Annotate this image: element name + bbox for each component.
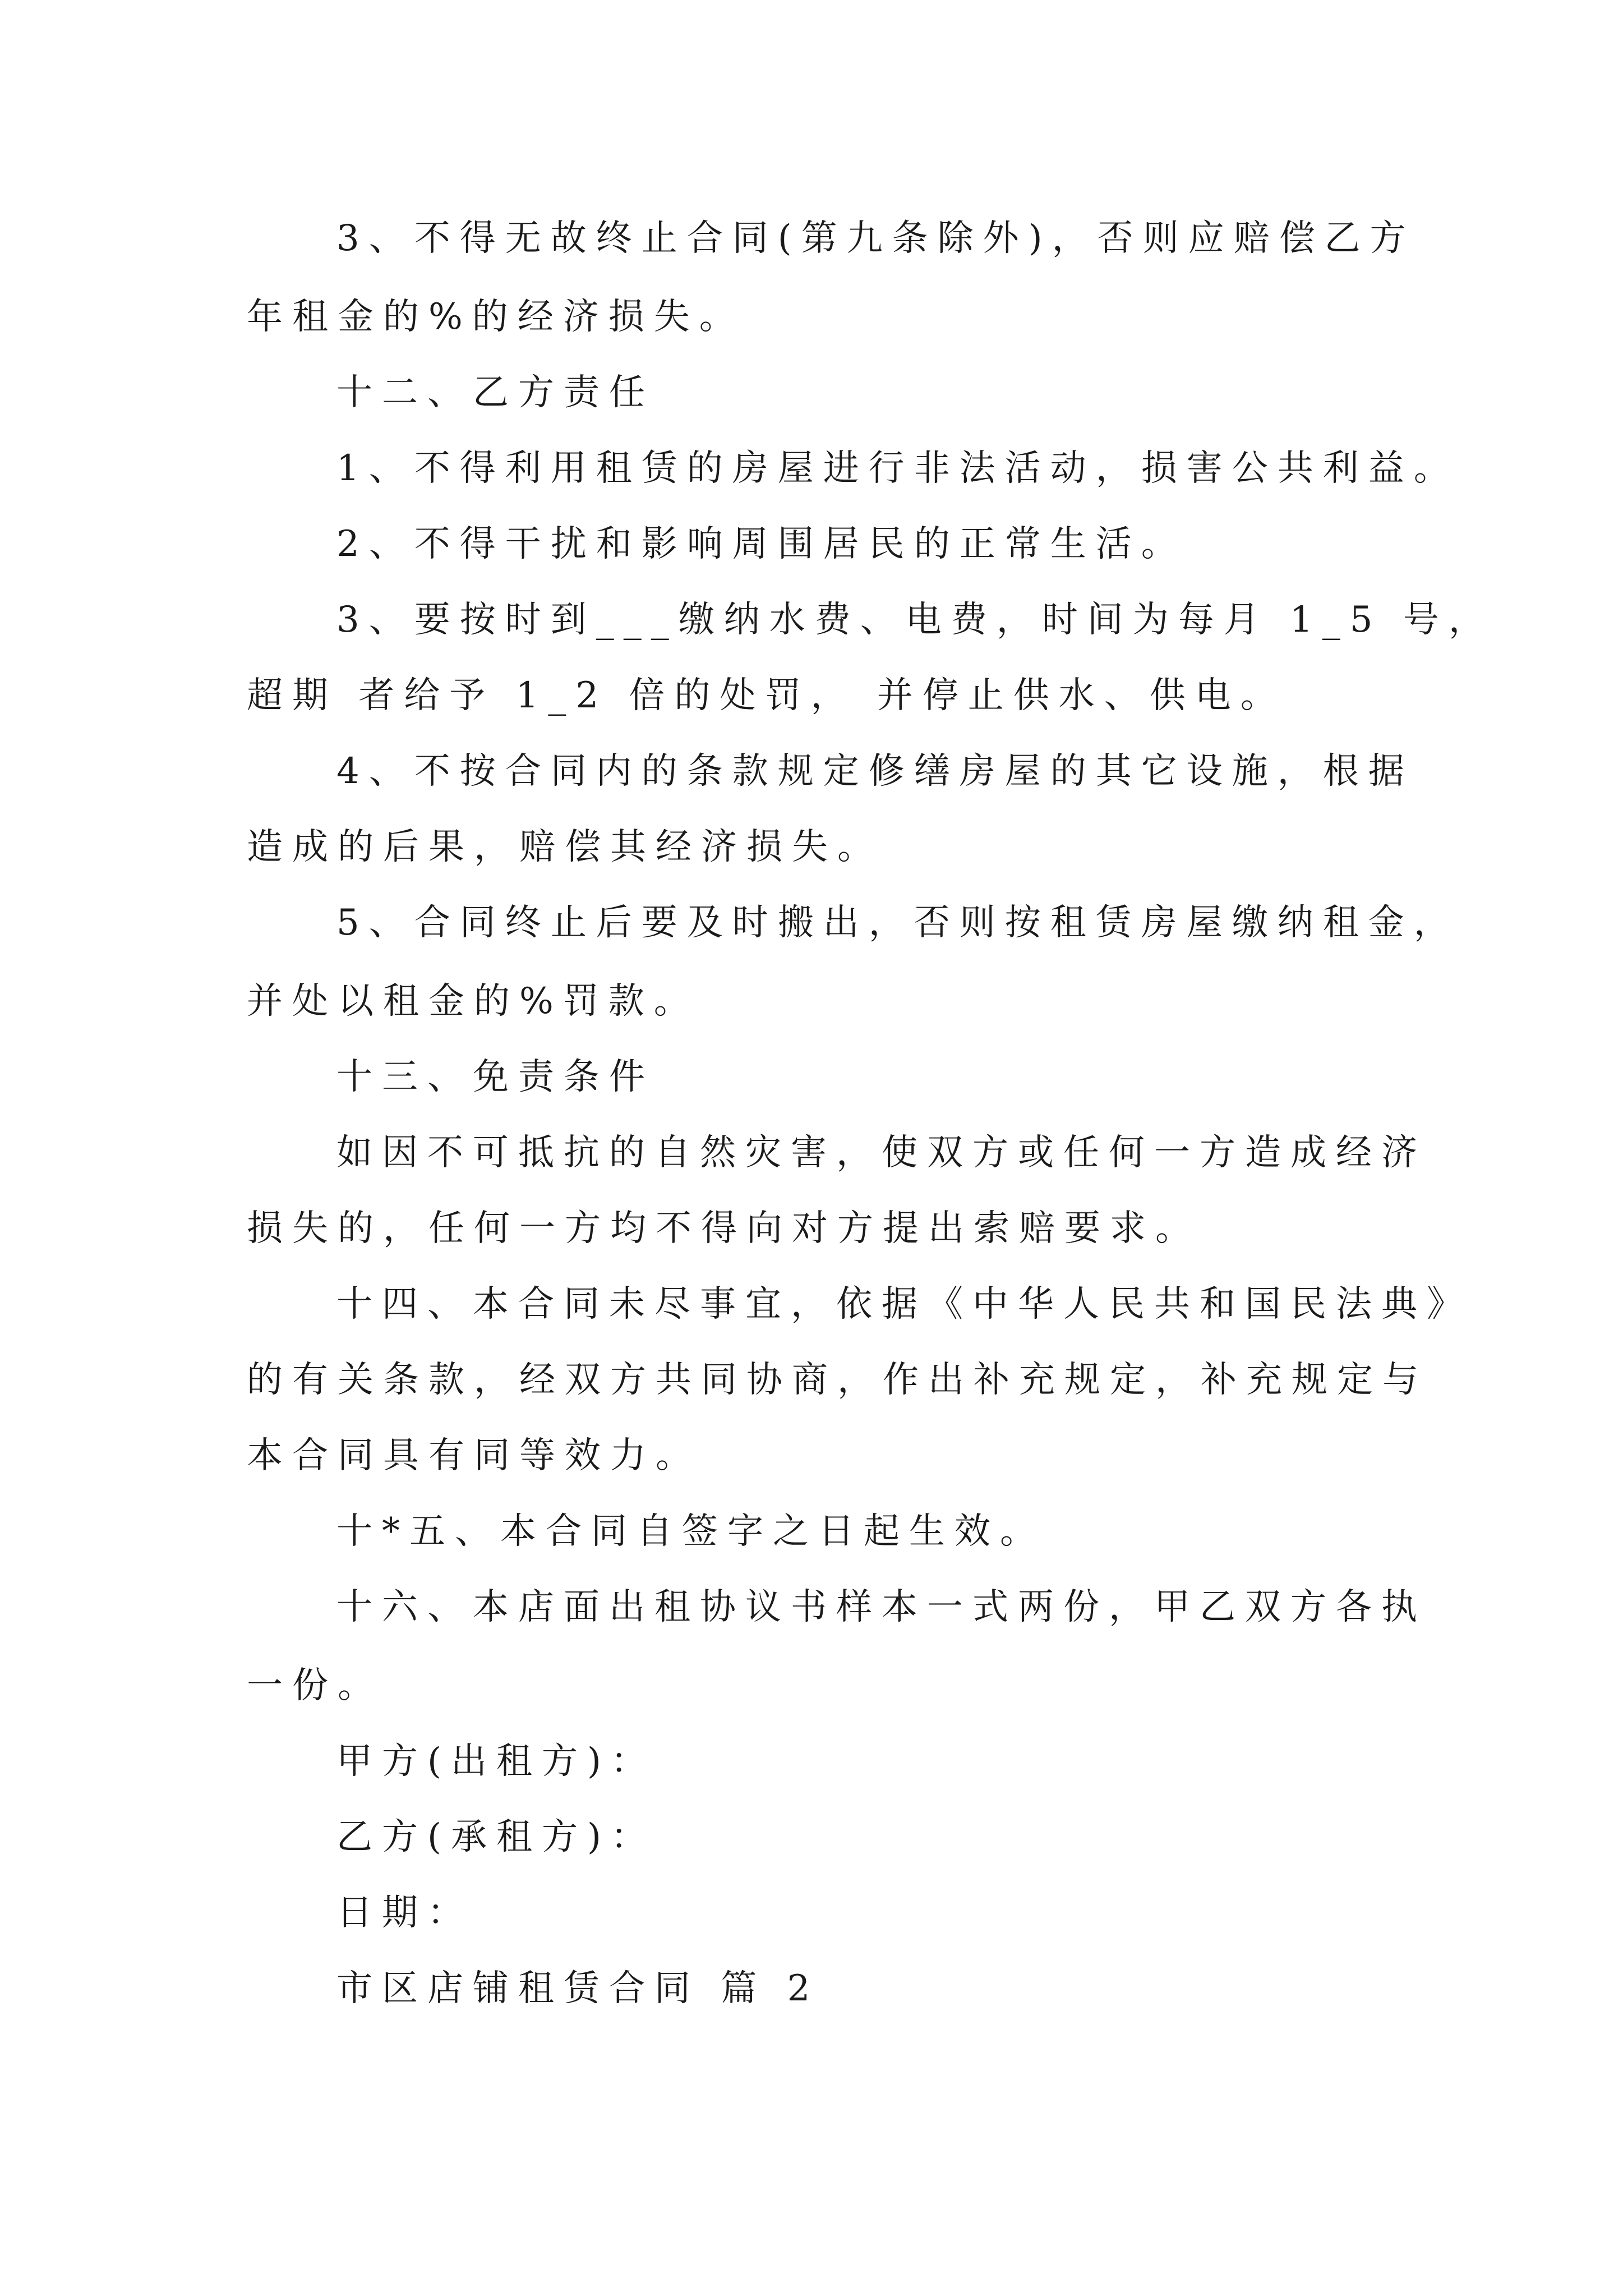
- paragraph-line: 的有关条款，经双方共同协商，作出补充规定，补充规定与: [247, 1359, 1428, 1401]
- section-heading: 十二、乙方责任: [336, 372, 654, 413]
- paragraph-line: 年租金的%的经济损失。: [247, 296, 745, 338]
- signature-party-b: 乙方(承租方)：: [336, 1816, 656, 1858]
- section-heading: 十三、免责条件: [336, 1056, 654, 1098]
- paragraph-line: 3、要按时到___缴纳水费、电费，时间为每月 1_5 号，: [336, 599, 1494, 641]
- paragraph-line: 4、不按合同内的条款规定修缮房屋的其它设施，根据: [336, 751, 1414, 792]
- paragraph-line: 一份。: [247, 1665, 383, 1706]
- paragraph-line: 5、合同终止后要及时搬出，否则按租赁房屋缴纳租金，: [336, 902, 1459, 944]
- signature-date: 日期：: [336, 1892, 473, 1934]
- paragraph-line: 本合同具有同等效力。: [247, 1435, 701, 1476]
- signature-party-a: 甲方(出租方)：: [336, 1741, 656, 1782]
- paragraph-line: 2、不得干扰和影响周围居民的正常生活。: [336, 523, 1187, 565]
- next-section-title: 市区店铺租赁合同 篇 2: [336, 1968, 820, 2009]
- paragraph-line: 损失的，任何一方均不得向对方提出索赔要求。: [247, 1208, 1201, 1249]
- paragraph-line: 超期 者给予 1_2 倍的处罚， 并停止供水、供电。: [247, 675, 1286, 716]
- paragraph-line: 造成的后果，赔偿其经济损失。: [247, 826, 883, 868]
- paragraph-line: 十六、本店面出租协议书样本一式两份，甲乙双方各执: [336, 1586, 1427, 1628]
- paragraph-line: 3、不得无故终止合同(第九条除外)，否则应赔偿乙方: [336, 218, 1415, 259]
- paragraph-line: 并处以租金的%罚款。: [247, 981, 699, 1022]
- paragraph-line: 十*五、本合同自签字之日起生效。: [336, 1511, 1045, 1552]
- paragraph-line: 十四、本合同未尽事宜，依据《中华人民共和国民法典》: [336, 1283, 1472, 1325]
- paragraph-line: 如因不可抵抗的自然灾害，使双方或任何一方造成经济: [336, 1132, 1427, 1174]
- paragraph-line: 1、不得利用租赁的房屋进行非法活动，损害公共利益。: [336, 448, 1459, 489]
